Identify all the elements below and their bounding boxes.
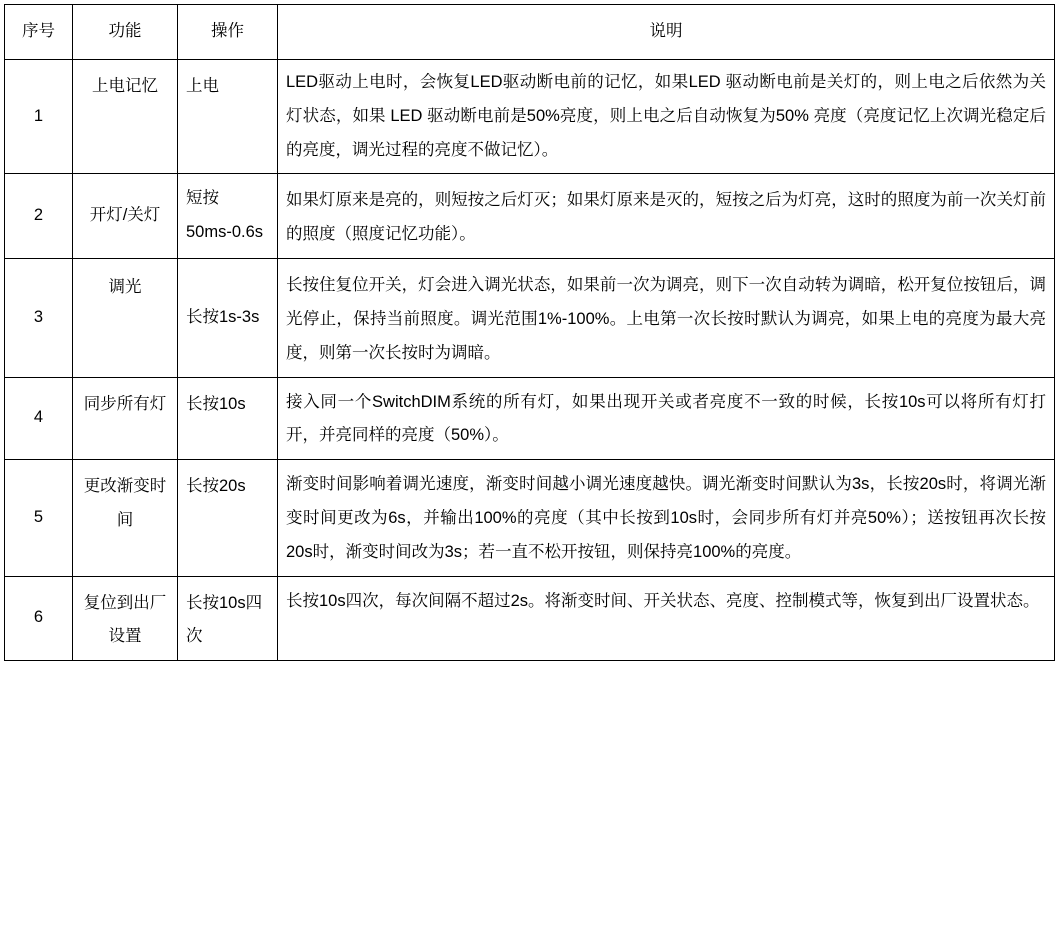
cell-description: 接入同一个SwitchDIM系统的所有灯，如果出现开关或者亮度不一致的时候，长按10s可以将所有灯打开，并亮同样的亮度（50%）。 xyxy=(278,377,1055,460)
cell-operation: 短按 50ms-0.6s xyxy=(178,174,278,259)
cell-operation: 长按20s xyxy=(178,460,278,576)
table-body xyxy=(5,60,1055,661)
cell-index: 6 xyxy=(5,576,73,661)
cell-function: 上电记忆 xyxy=(73,60,178,174)
cell-operation: 上电 xyxy=(178,60,278,174)
cell-description: 如果灯原来是亮的，则短按之后灯灭；如果灯原来是灭的，短按之后为灯亮，这时的照度为前一次关灯前的照度（照度记忆功能）。 xyxy=(278,174,1055,259)
column-header-function: 功能 xyxy=(73,5,178,60)
cell-function: 开灯/关灯 xyxy=(73,174,178,259)
cell-operation: 长按1s-3s xyxy=(178,259,278,377)
cell-index: 4 xyxy=(5,377,73,460)
cell-operation: 长按10s xyxy=(178,377,278,460)
column-header-description: 说明 xyxy=(278,5,1055,60)
cell-operation: 长按10s四次 xyxy=(178,576,278,661)
function-operation-table xyxy=(4,4,1055,661)
table-row xyxy=(5,377,1055,460)
cell-index: 2 xyxy=(5,174,73,259)
cell-function: 复位到出厂设置 xyxy=(73,576,178,661)
cell-description: 渐变时间影响着调光速度，渐变时间越小调光速度越快。调光渐变时间默认为3s，长按20s时，将调光渐变时间更改为6s，并输出100%的亮度（其中长按到10s时，会同步所有灯并亮50%）；送按钮再次长按20s时，渐变时间改为3s；若一直不松开按钮，则保持亮100%的亮度。 xyxy=(278,460,1055,576)
cell-index: 3 xyxy=(5,259,73,377)
table-header-row xyxy=(5,5,1055,60)
column-header-index: 序号 xyxy=(5,5,73,60)
column-header-operation: 操作 xyxy=(178,5,278,60)
table-row xyxy=(5,460,1055,576)
table-header xyxy=(5,5,1055,60)
cell-index: 1 xyxy=(5,60,73,174)
cell-function: 更改渐变时间 xyxy=(73,460,178,576)
table-row xyxy=(5,576,1055,661)
cell-description: 长按住复位开关，灯会进入调光状态，如果前一次为调亮，则下一次自动转为调暗，松开复位按钮后，调光停止，保持当前照度。调光范围1%-100%。上电第一次长按时默认为调亮，如果上电的亮度为最大亮度，则第一次长按时为调暗。 xyxy=(278,259,1055,377)
cell-function: 同步所有灯 xyxy=(73,377,178,460)
table-row xyxy=(5,60,1055,174)
cell-index: 5 xyxy=(5,460,73,576)
table-row xyxy=(5,174,1055,259)
cell-description: 长按10s四次，每次间隔不超过2s。将渐变时间、开关状态、亮度、控制模式等，恢复到出厂设置状态。 xyxy=(278,576,1055,661)
table-row xyxy=(5,259,1055,377)
cell-function: 调光 xyxy=(73,259,178,377)
cell-description: LED驱动上电时，会恢复LED驱动断电前的记忆，如果LED 驱动断电前是关灯的，则上电之后依然为关灯状态，如果 LED 驱动断电前是50%亮度，则上电之后自动恢复为50% 亮度（亮度记忆上次调光稳定后的亮度，调光过程的亮度不做记忆）。 xyxy=(278,60,1055,174)
